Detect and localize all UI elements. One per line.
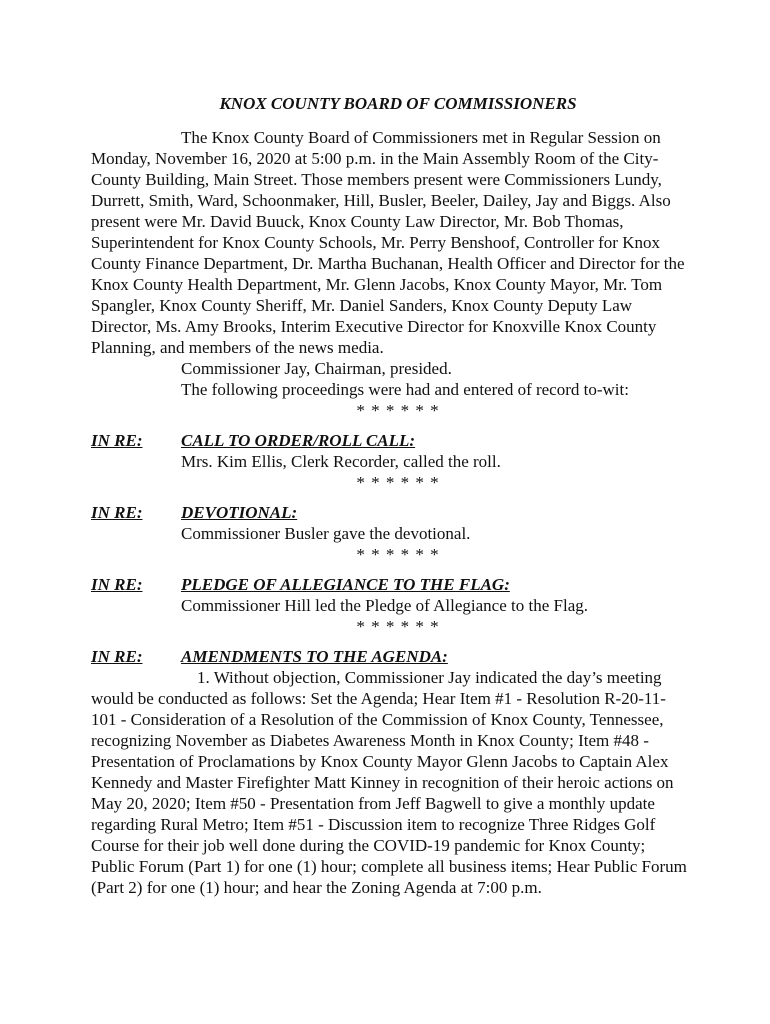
agenda-item-pledge xyxy=(91,574,691,637)
item-body: 1. Without objection, Commissioner Jay indicated the day’s meeting would be conducted as follows: Set the Agenda; Hear Item #1 - Resolution R-20-11-101 - Consideration of a Resolution of the Commission of Knox County, Tennessee, recognizing November as Diabetes Awareness Month in Knox County; Item #48 - Presentation of Proclamations by Knox County Mayor Glenn Jacobs to Captain Alex Kennedy and Master Firefighter Matt Kinney in recognition of their heroic actions on May 20, 2020; Item #50 - Presentation from Jeff Bagwell to give a monthly update regarding Rural Metro; Item #51 - Discussion item to recognize Three Ridges Golf Course for their job well done during the COVID-19 pandemic for Knox County; Public Forum (Part 1) for one (1) hour; complete all business items; Hear Public Forum (Part 2) for one (1) hour; and hear the Zoning Agenda at 7:00 p.m. xyxy=(91,668,687,897)
agenda-item-amendments xyxy=(91,646,691,898)
presided-line: Commissioner Jay, Chairman, presided. xyxy=(181,359,452,378)
separator: * * * * * * xyxy=(356,401,440,420)
agenda-item-call-to-order xyxy=(91,430,691,493)
in-re-label: IN RE: xyxy=(91,575,143,594)
document-title: KNOX COUNTY BOARD OF COMMISSIONERS xyxy=(219,94,577,113)
separator: * * * * * * xyxy=(356,473,440,492)
item-body: Commissioner Busler gave the devotional. xyxy=(181,524,471,543)
item-body: Mrs. Kim Ellis, Clerk Recorder, called the roll. xyxy=(181,452,501,471)
agenda-item-devotional xyxy=(91,502,691,565)
item-title: PLEDGE OF ALLEGIANCE TO THE FLAG: xyxy=(181,575,510,594)
item-title: DEVOTIONAL: xyxy=(181,503,298,522)
item-title: CALL TO ORDER/ROLL CALL: xyxy=(181,431,416,450)
intro-paragraph: The Knox County Board of Commissioners met in Regular Session on Monday, November 16, 2020 at 5:00 p.m. in the Main Assembly Room of the City-County Building, Main Street. Those members present were Commissioners Lundy, Durrett, Smith, Ward, Schoonmaker, Hill, Busler, Beeler, Dailey, Jay and Biggs. Also present were Mr. David Buuck, Knox County Law Director, Mr. Bob Thomas, Superintendent for Knox County Schools, Mr. Perry Benshoof, Controller for Knox County Finance Department, Dr. Martha Buchanan, Health Officer and Director for the Knox County Health Department, Mr. Glenn Jacobs, Knox County Mayor, Mr. Tom Spangler, Knox County Sheriff, Mr. Daniel Sanders, Knox County Deputy Law Director, Ms. Amy Brooks, Interim Executive Director for Knoxville Knox County Planning, and members of the news media. xyxy=(91,128,685,357)
item-title: AMENDMENTS TO THE AGENDA: xyxy=(181,647,448,666)
in-re-label: IN RE: xyxy=(91,431,143,450)
document-page xyxy=(91,93,691,898)
in-re-label: IN RE: xyxy=(91,503,143,522)
in-re-label: IN RE: xyxy=(91,647,143,666)
separator: * * * * * * xyxy=(356,617,440,636)
separator: * * * * * * xyxy=(356,545,440,564)
proceedings-line: The following proceedings were had and entered of record to-wit: xyxy=(181,380,629,399)
item-body: Commissioner Hill led the Pledge of Allegiance to the Flag. xyxy=(181,596,588,615)
